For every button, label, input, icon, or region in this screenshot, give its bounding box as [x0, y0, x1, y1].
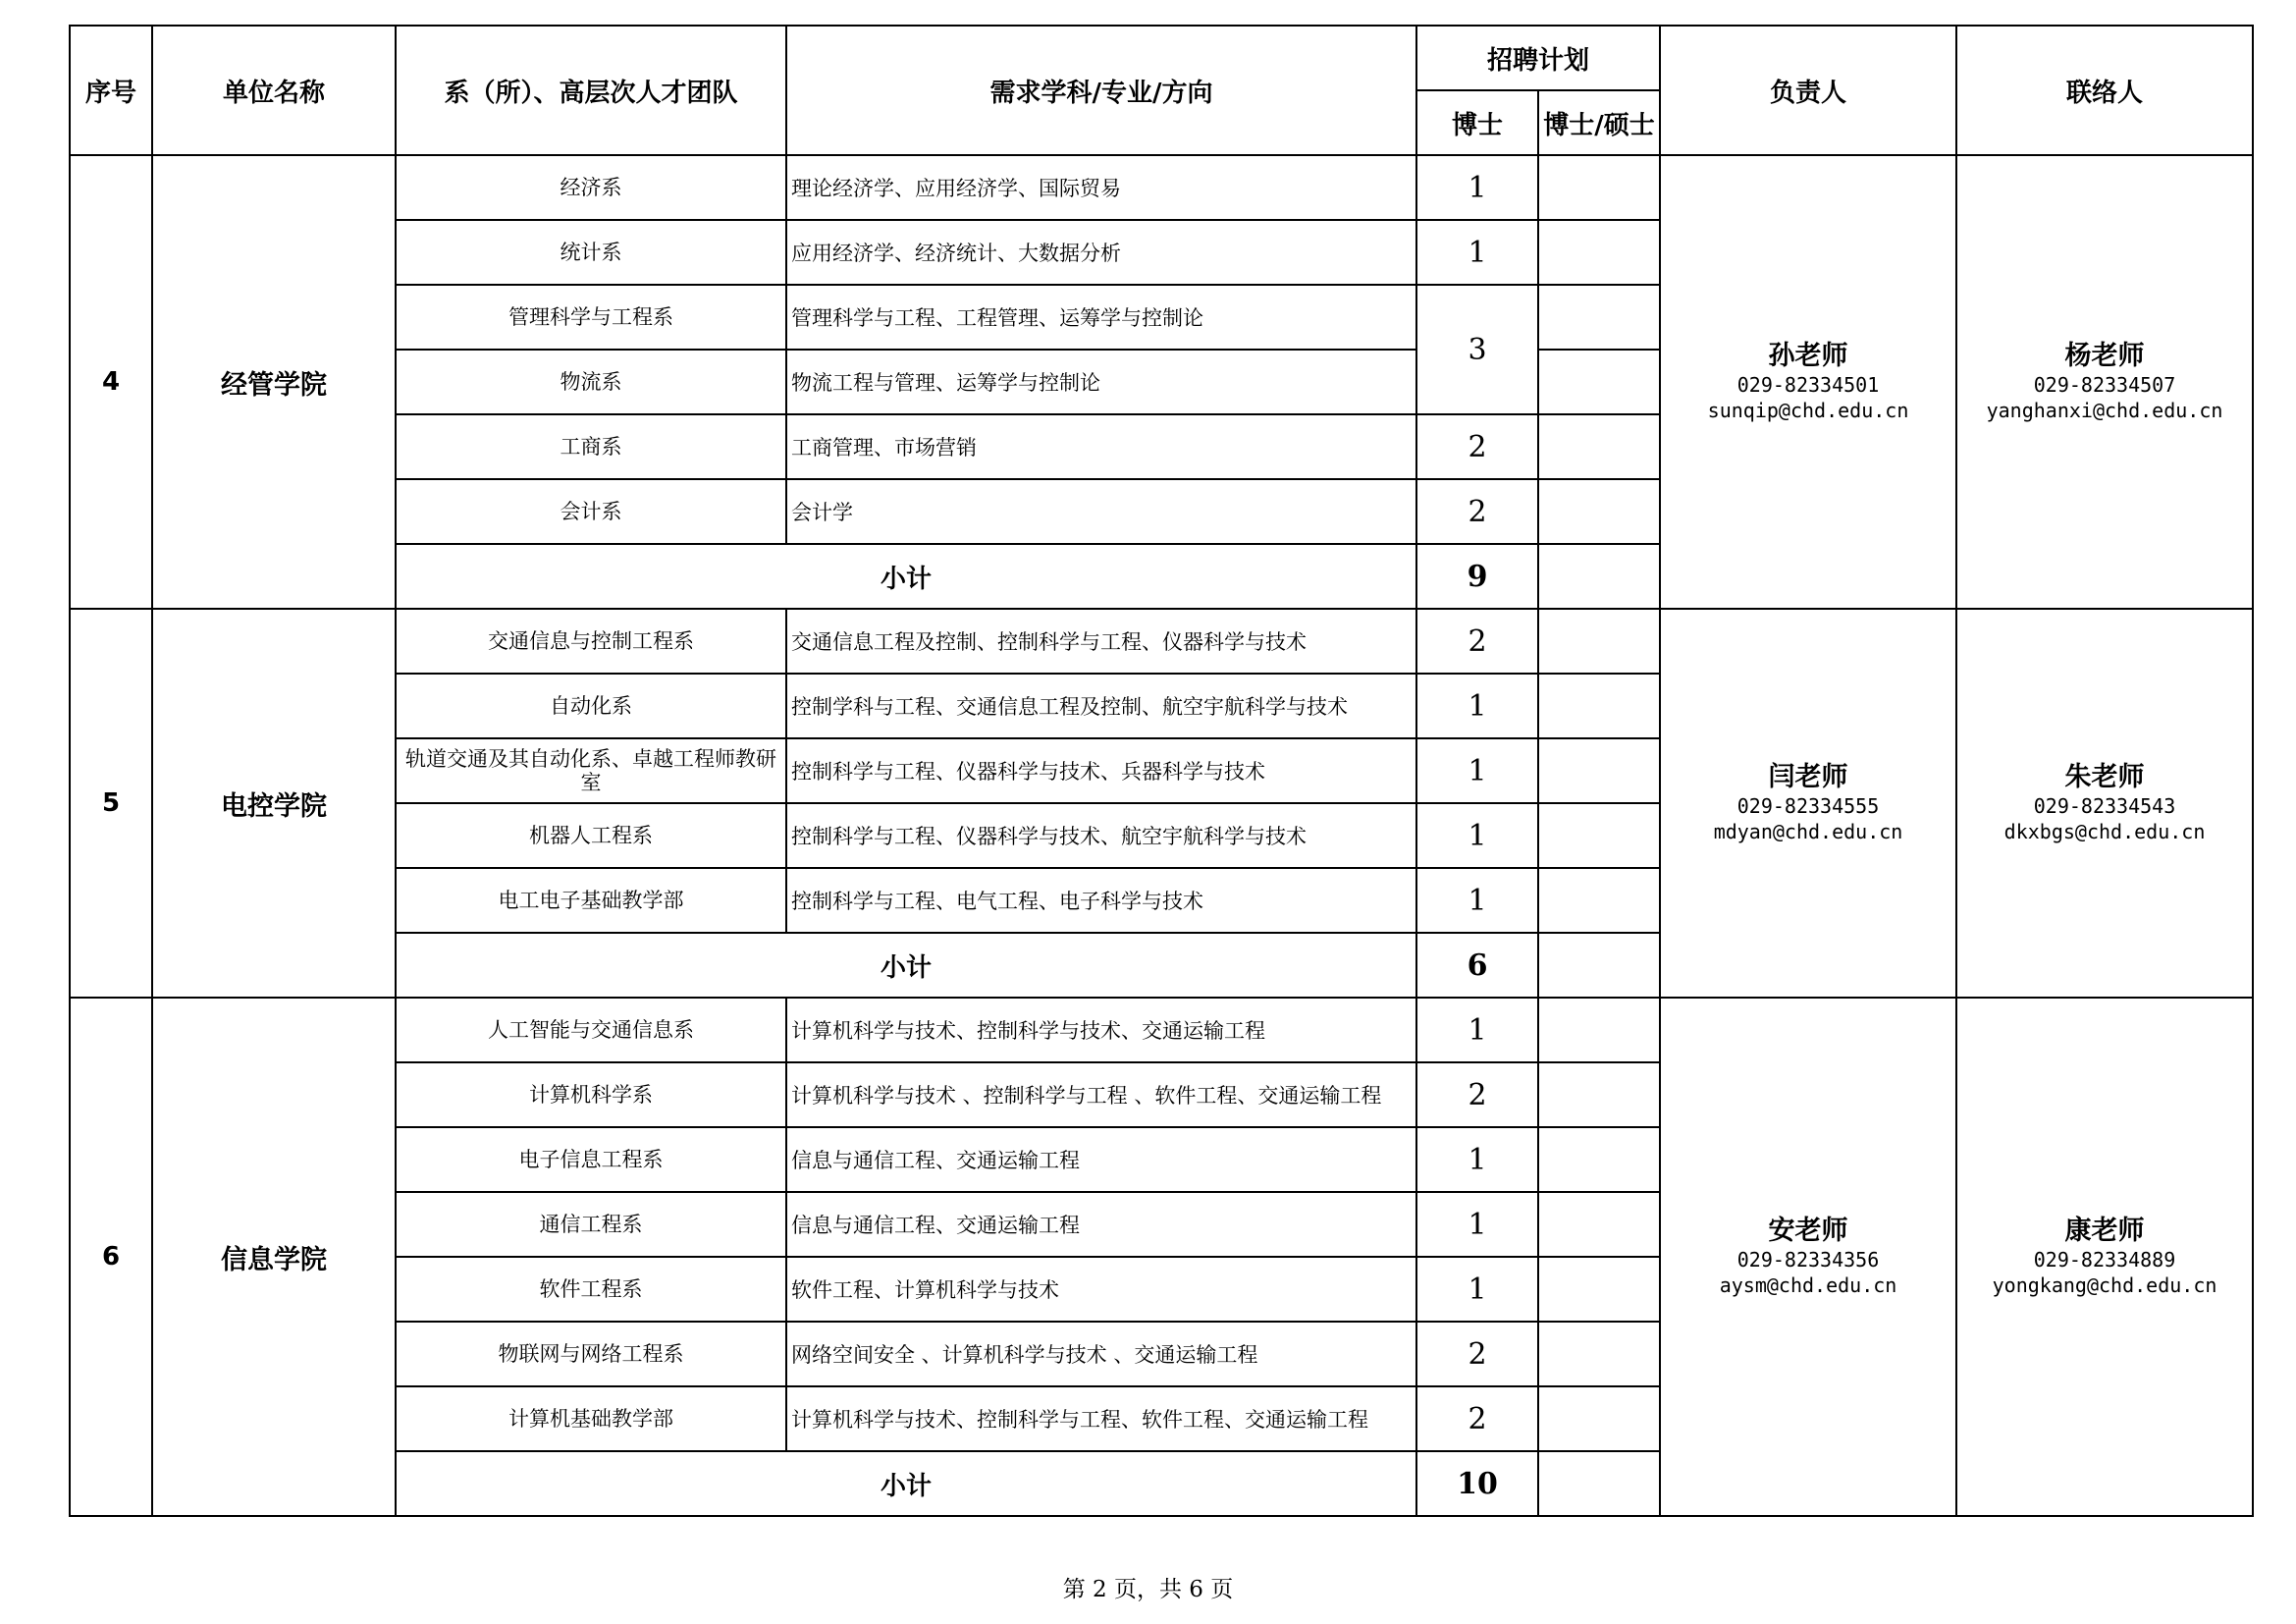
table-row [70, 609, 2253, 674]
phd-master-count-cell [1538, 1062, 1660, 1127]
discipline-cell: 会计学 [786, 479, 1416, 544]
discipline-cell: 交通信息工程及控制、控制科学与工程、仪器科学与技术 [786, 609, 1416, 674]
phd-count-cell: 2 [1416, 609, 1538, 674]
phd-count-cell: 1 [1416, 998, 1538, 1062]
responsible-phone: 029-82334555 [1736, 794, 1880, 818]
phd-master-count-cell [1538, 155, 1660, 220]
phd-master-count-cell [1538, 1322, 1660, 1386]
header-phd: 博士 [1416, 90, 1538, 155]
subtotal-value: 9 [1416, 544, 1538, 609]
dept-cell: 工商系 [396, 414, 786, 479]
contact-email: yongkang@chd.edu.cn [1992, 1273, 2217, 1297]
phd-master-count-cell [1538, 220, 1660, 285]
dept-cell: 计算机基础教学部 [396, 1386, 786, 1451]
dept-cell: 电子信息工程系 [396, 1127, 786, 1192]
contact-phone: 029-82334889 [2033, 1248, 2176, 1272]
dept-cell: 计算机科学系 [396, 1062, 786, 1127]
contact-cell [1956, 609, 2253, 998]
contact-phone: 029-82334507 [2033, 373, 2176, 397]
responsible-cell [1660, 155, 1956, 609]
dept-cell: 人工智能与交通信息系 [396, 998, 786, 1062]
phd-master-count-cell [1538, 414, 1660, 479]
table-row [70, 998, 2253, 1062]
discipline-cell: 信息与通信工程、交通运输工程 [786, 1192, 1416, 1257]
phd-count-cell: 1 [1416, 155, 1538, 220]
group-seq: 4 [70, 155, 152, 609]
subtotal-label: 小计 [396, 544, 1416, 609]
subtotal-empty-cell [1538, 933, 1660, 998]
contact-name: 康老师 [2064, 1216, 2145, 1246]
responsible-email: sunqip@chd.edu.cn [1707, 399, 1909, 422]
phd-count-cell: 1 [1416, 738, 1538, 803]
phd-master-count-cell [1538, 674, 1660, 738]
header-unit: 单位名称 [152, 26, 396, 155]
dept-cell: 电工电子基础教学部 [396, 868, 786, 933]
phd-master-count-cell [1538, 738, 1660, 803]
responsible-email: mdyan@chd.edu.cn [1713, 820, 1903, 843]
contact-email: dkxbgs@chd.edu.cn [2003, 820, 2206, 843]
subtotal-value: 10 [1416, 1451, 1538, 1516]
header-plan: 招聘计划 [1416, 26, 1660, 90]
responsible-phone: 029-82334501 [1736, 373, 1880, 397]
phd-count-cell: 1 [1416, 220, 1538, 285]
discipline-cell: 网络空间安全 、计算机科学与技术 、交通运输工程 [786, 1322, 1416, 1386]
discipline-cell: 管理科学与工程、工程管理、运筹学与控制论 [786, 285, 1416, 350]
contact-phone: 029-82334543 [2033, 794, 2176, 818]
responsible-name: 安老师 [1768, 1216, 1848, 1246]
phd-master-count-cell [1538, 609, 1660, 674]
discipline-cell: 工商管理、市场营销 [786, 414, 1416, 479]
phd-master-count-cell [1538, 868, 1660, 933]
phd-count-cell: 1 [1416, 1257, 1538, 1322]
dept-cell: 交通信息与控制工程系 [396, 609, 786, 674]
subtotal-label: 小计 [396, 1451, 1416, 1516]
phd-master-count-cell [1538, 1386, 1660, 1451]
subtotal-empty-cell [1538, 1451, 1660, 1516]
phd-count-cell: 1 [1416, 803, 1538, 868]
discipline-cell: 控制科学与工程、仪器科学与技术、兵器科学与技术 [786, 738, 1416, 803]
table-row [70, 155, 2253, 220]
discipline-cell: 计算机科学与技术 、控制科学与工程 、软件工程、交通运输工程 [786, 1062, 1416, 1127]
dept-cell: 统计系 [396, 220, 786, 285]
dept-cell: 轨道交通及其自动化系、卓越工程师教研室 [396, 738, 786, 803]
group-unit-name: 经管学院 [152, 155, 396, 609]
discipline-cell: 控制学科与工程、交通信息工程及控制、航空宇航科学与技术 [786, 674, 1416, 738]
dept-cell: 通信工程系 [396, 1192, 786, 1257]
phd-master-count-cell [1538, 1127, 1660, 1192]
header-contact: 联络人 [1956, 26, 2253, 155]
responsible-phone: 029-82334356 [1736, 1248, 1880, 1272]
subtotal-value: 6 [1416, 933, 1538, 998]
discipline-cell: 计算机科学与技术、控制科学与技术、交通运输工程 [786, 998, 1416, 1062]
subtotal-empty-cell [1538, 544, 1660, 609]
subtotal-label: 小计 [396, 933, 1416, 998]
dept-cell: 物联网与网络工程系 [396, 1322, 786, 1386]
phd-count-cell: 2 [1416, 479, 1538, 544]
responsible-cell [1660, 609, 1956, 998]
responsible-email: aysm@chd.edu.cn [1719, 1273, 1897, 1297]
group-seq: 5 [70, 609, 152, 998]
phd-count-cell: 1 [1416, 674, 1538, 738]
dept-cell: 物流系 [396, 350, 786, 414]
phd-count-cell: 2 [1416, 1062, 1538, 1127]
phd-count-cell: 1 [1416, 868, 1538, 933]
header-discipline: 需求学科/专业/方向 [786, 26, 1416, 155]
phd-master-count-cell [1538, 350, 1660, 414]
dept-cell: 软件工程系 [396, 1257, 786, 1322]
header-responsible: 负责人 [1660, 26, 1956, 155]
phd-master-count-cell [1538, 479, 1660, 544]
discipline-cell: 应用经济学、经济统计、大数据分析 [786, 220, 1416, 285]
contact-cell [1956, 155, 2253, 609]
dept-cell: 会计系 [396, 479, 786, 544]
phd-master-count-cell [1538, 1257, 1660, 1322]
responsible-name: 孙老师 [1768, 341, 1848, 371]
phd-count-cell: 3 [1416, 285, 1538, 414]
phd-count-cell: 1 [1416, 1192, 1538, 1257]
header-seq: 序号 [70, 26, 152, 155]
discipline-cell: 物流工程与管理、运筹学与控制论 [786, 350, 1416, 414]
dept-cell: 自动化系 [396, 674, 786, 738]
page-footer: 第 2 页，共 6 页 [1062, 1577, 1234, 1602]
discipline-cell: 信息与通信工程、交通运输工程 [786, 1127, 1416, 1192]
header-dept: 系（所）、高层次人才团队 [396, 26, 786, 155]
responsible-name: 闫老师 [1768, 762, 1848, 792]
contact-name: 杨老师 [2064, 341, 2145, 371]
discipline-cell: 控制科学与工程、仪器科学与技术、航空宇航科学与技术 [786, 803, 1416, 868]
phd-master-count-cell [1538, 285, 1660, 350]
header-phd-master: 博士/硕士 [1538, 90, 1660, 155]
phd-count-cell: 1 [1416, 1127, 1538, 1192]
contact-name: 朱老师 [2064, 762, 2145, 792]
phd-count-cell: 2 [1416, 1322, 1538, 1386]
recruitment-table [69, 25, 2254, 1517]
dept-cell: 经济系 [396, 155, 786, 220]
group-unit-name: 信息学院 [152, 998, 396, 1516]
group-unit-name: 电控学院 [152, 609, 396, 998]
responsible-cell [1660, 998, 1956, 1516]
discipline-cell: 软件工程、计算机科学与技术 [786, 1257, 1416, 1322]
group-seq: 6 [70, 998, 152, 1516]
dept-cell: 管理科学与工程系 [396, 285, 786, 350]
dept-cell: 机器人工程系 [396, 803, 786, 868]
contact-cell [1956, 998, 2253, 1516]
discipline-cell: 理论经济学、应用经济学、国际贸易 [786, 155, 1416, 220]
contact-email: yanghanxi@chd.edu.cn [1986, 399, 2223, 422]
phd-master-count-cell [1538, 803, 1660, 868]
phd-master-count-cell [1538, 998, 1660, 1062]
phd-master-count-cell [1538, 1192, 1660, 1257]
discipline-cell: 计算机科学与技术、控制科学与工程、软件工程、交通运输工程 [786, 1386, 1416, 1451]
discipline-cell: 控制科学与工程、电气工程、电子科学与技术 [786, 868, 1416, 933]
phd-count-cell: 2 [1416, 414, 1538, 479]
phd-count-cell: 2 [1416, 1386, 1538, 1451]
